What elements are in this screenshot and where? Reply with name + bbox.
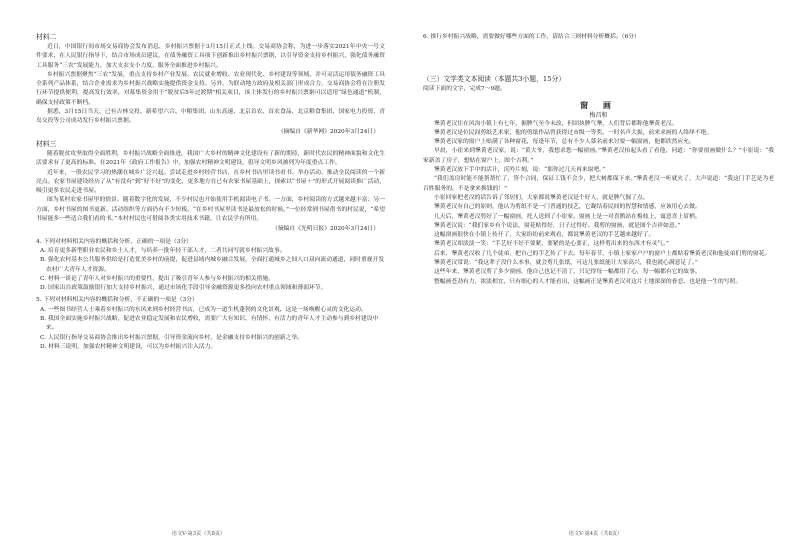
material2-paragraph-2: 乡村振兴票据聚焦“三农”发展，重点支持乡村产业发展、农民就业增收、农业现代化、乡村建设等领域，并可灵活运用债务融资工具全系列产品体系，结合企业需求为乡村振兴战略实施提供资金支持。另外，为联动地方政府及相关部门形成合力，交易商协会将在注册发行环节提供便利，提高发行效率，对募集资金用于“脱贫后5年过渡期”相关项目，该主体发行的乡村振兴票据可以适用“绿色通道”机制，确保支持政策不断档。: [36, 71, 385, 106]
question-4-option: C. 材料一谈论了青年人对乡村振兴的重要性，提出了吸引青年人参与乡村振兴的相关措施。: [40, 275, 274, 282]
story-paragraph: 早晨，小崔来到犟黄老汉家，说：“黄大爷，我想求您一幅窗画。”犟黄老汉抬起头看了看他，问道：“你要窗画做什么？”小崔说：“我家新盖了房子，想贴在窗户上，图个吉利。”: [423, 148, 774, 164]
answer-space: [423, 42, 774, 72]
story-paragraph: 犟黄老汉放下手中的活计，沉吟片刻，说：“那你过几天再来取吧。”: [434, 167, 606, 174]
story-paragraph: 小崔回家把老汉的话告诉了邻居们，大家都说犟黄老汉是个好人，就是脾气倔了点。: [434, 194, 649, 201]
material2-heading: 材料二: [36, 33, 57, 41]
section-heading: （三）文学类文本阅读（本题共3小题，15分）: [423, 75, 566, 84]
story-paragraph: “我们盖房时能不能帮帮忙了，签个合同，保证工钱不会少，把大树都保下来。”犟黄老汉一听就火了，大声说道：“我这门手艺是为老百姓服务的，不是拿来换钱的！”: [423, 176, 774, 192]
story-paragraph: 犟黄老汉却淡淡一笑：“手艺好不好不要紧，要紧的是心要正，这样剪出来的东西才有灵气。”: [434, 241, 669, 248]
story-paragraph: 这幅窗画很快在小镇上传开了，大家纷纷前来观看，都说犟黄老汉的手艺越来越好了。: [434, 232, 655, 239]
material3-source: （摘编自《光明日报》2020年3月24日）: [272, 226, 379, 233]
left-page-footer: 语文Ⅴ·第3页（共8页）: [171, 531, 226, 537]
question-4-option: B. 强化农村基本公共服务供给是打造优美乡村的前提，促进县域内城乡融合发展，全面打通城乡之间人口双向流动通道，同时重视开发农村广大青年人才资源。: [40, 257, 385, 273]
story-paragraph: 后来，犟黄老汉收了几个徒弟，把自己的手艺传了下去。每年春节，小镇上家家户户的窗户上都贴着犟黄老汉和他徒弟们剪的窗花。: [434, 250, 771, 257]
material3-paragraph-2: 近年来，一股农民学习的热潮在城乡广泛兴起。尝试走进乡村经营书店，在乡村书店里读书看书、举办活动、推动全民阅读的一个新亮点。农家书屋建设经历了从“有没有”到“好不好”的变化，更多地方在已有农家书屋基础上，探索以“书屋＋”的形式开展阅读推广活动，吸引更多农民走进书屋。: [36, 169, 385, 195]
story-title: 窗 画: [580, 99, 617, 110]
story-paragraph: 几天后，犟黄老汉剪好了一幅窗画，托人送到了小崔家。窗画上是一对喜鹊站在梅枝上，寓意喜上眉梢。: [434, 213, 701, 220]
section-intro: 阅读下面的文字，完成7～9题。: [423, 86, 506, 93]
right-column: [423, 30, 774, 287]
question-4-option: A. 培育更多新型职业农民和乡土人才，与培养一批年轻干部人才，二者共同写就乡村振兴故事。: [40, 247, 286, 254]
material3-heading: 材料三: [36, 139, 57, 148]
left-column: [36, 30, 385, 352]
material2-paragraph-3: 据悉，3月15日当天，已有吉林交投、新希望六合、中粮集团、山东高速、北京首农、首农食品、北京粮食集团、国家电力投资、青岛交投等公司成功发行乡村振兴票据。: [36, 109, 385, 125]
story-paragraph: 犟黄老汉是位民间剪纸艺术家，他的剪纸作品曾获得过市级一等奖，一时名声大振，前来求画的人络绎不绝。: [434, 129, 713, 136]
material2-paragraph-1: 近日，中国银行间市场交易商协会发布消息，乡村振兴票据于3月15日正式上线。交易商协会称，为进一步落实2021年中央一号文件要求，在人民银行指导下，结合市场成员建议，在债务融资工具项下创新推出乡村振兴票据，以引导资金支持乡村振兴，强化债务融资工具服务“三农”发展能力，加大支农支小力度，服务全面推进乡村振兴。: [36, 44, 385, 69]
question-6: 6. 推行乡村振兴战略，需要做好哪些方面的工作，请结合三则材料分析概括。（6分）: [423, 34, 640, 40]
story-paragraph: 这些年来，犟黄老汉剪了多少窗画，他自己也记不清了，只记得每一幅都用了心，每一幅都有它的故事。: [434, 269, 701, 276]
question-4-option: D. 国家出台政策鼓励银行加大支持乡村振兴，通过市场化手段引导金融资源更多投向农村重点领域和薄弱环节。: [40, 285, 327, 292]
question-5-option: B. 我国全面实施乡村振兴战略，促进农业稳定发展和农民增收，需要广大有知识、有情怀、有活力的青年人才主动参与到乡村建设中来。: [40, 316, 379, 332]
question-5-option: D. 材料三说明，加强农村精神文明建设，可以为乡村振兴注入活力。: [40, 343, 217, 350]
story-paragraph: 犟黄老汉住在风沟小镇上有七年，倔脾气至今未改，但固执脾气犟，人们背后都称他犟黄老汉。: [434, 120, 678, 127]
material3-paragraph-1: 随着脱贫攻坚取得全面胜利，乡村振兴战略全面推进，我国广大乡村的精神文化建设有了新的期待，新时代农民的精神面貌和文化生活要求有了更高的标准。在2021年《政府工作报告》中，加强农村精神文明建设，倡导文明乡风被列为年度重点工作。: [36, 150, 385, 167]
question-5-option: C. 人民银行指导交易商协会推出乡村振兴票据，引导资金流向乡村，是金融支持乡村振兴的创新之举。: [40, 334, 303, 341]
story-paragraph: 整幅画苍劲有力，浓淡相宜，只有细心的人才能看出，这幅画正是犟黄老汉对这片土地深深的眷恋，也是他一生的写照。: [434, 278, 742, 285]
right-page-footer: 语文Ⅴ·第4页（共8页）: [568, 531, 623, 537]
material3-paragraph-3: 图为某村农家书屋里的情景。随着数字化的发展，不少村民也开始使用手机阅读电子书。一方面，乡村阅读的方式越来越丰富；另一方面，乡村书屋的图书更新、活动组织等方面仍有不少短板。“在乡村书屋里读书是最放松的时候。”一位经常到书屋借书的村民说，“希望书屋能多一些适合我们看的书。”本村村民也可借阅各类实用技术书籍，让农民学有所用。: [36, 197, 385, 223]
question-5-stem: 5. 下列对材料相关内容的概括和分析，不正确的一项是（3分）: [36, 297, 198, 304]
story-body: [423, 120, 774, 287]
question-4-stem: 4. 下列对材料相关内容的概括和分析，正确的一项是（3分）: [36, 238, 192, 245]
story-paragraph: 犟黄老汉说：“我们家乡有个说法，窗花贴得好，日子过得好。我剪的窗画，就是图个吉祥如意。”: [434, 222, 681, 229]
story-paragraph: 犟黄老汉家的窗户上贴满了各种窗花，每逢年节，总有不少人慕名前来讨要一幅窗画，他都欣然应允。: [434, 139, 695, 146]
story-paragraph: 犟黄老汉有自己的原则，他认为剪纸不是一门普通的技艺，它凝结着民间的智慧和情感，应该用心去做。: [434, 204, 701, 211]
material2-source: （摘编自《新华网》2020年3月24日）: [277, 128, 379, 135]
story-author: 梅昌和: [589, 111, 608, 119]
question-5-option: A. 一些图书经营人士乘着乡村振兴的东风来到乡村经营书店，已成为一道生机蓬勃的文化景观，这是一场唤醒心灵的文化运动。: [40, 306, 367, 313]
right-page: [397, 0, 794, 544]
story-paragraph: 犟黄老汉常说：“我这辈子没什么本事，就会剪几张纸，可这几张纸能让大家高兴，我也就心满意足了。”: [434, 260, 698, 267]
